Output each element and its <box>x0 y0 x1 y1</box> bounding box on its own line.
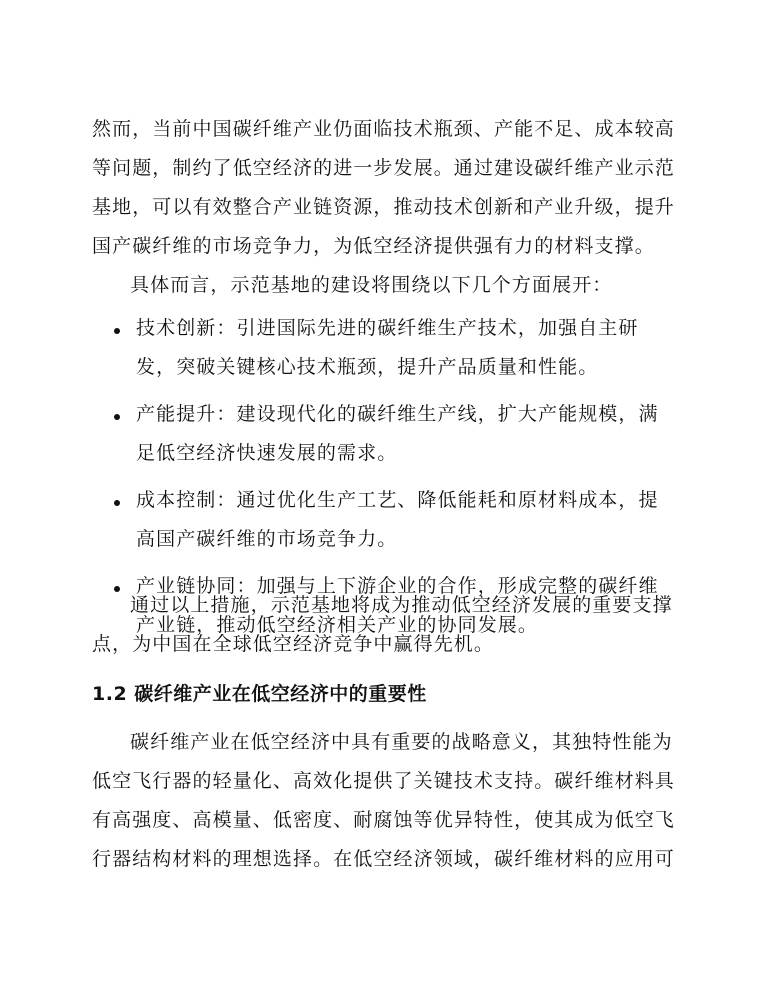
bullet-text: 技术创新：引进国际先进的碳纤维生产技术，加强自主研发，突破关键核心技术瓶颈，提升产品质量和性能。 <box>136 317 639 378</box>
bullet-dot-icon <box>114 414 120 420</box>
body-paragraph-3: 通过以上措施，示范基地将成为推动低空经济发展的重要支撑点，为中国在全球低空经济竞争中赢得先机。 <box>92 594 673 655</box>
section-heading: 1.2 碳纤维产业在低空经济中的重要性 <box>92 683 427 705</box>
bullet-item <box>92 481 676 559</box>
bullet-dot-icon <box>114 328 120 334</box>
bullet-text: 产业链协同：加强与上下游企业的合作，形成完整的碳纤维产业链，推动低空经济相关产业的协同发展。 <box>136 575 659 636</box>
bullet-item <box>92 395 676 473</box>
body-paragraph-4: 碳纤维产业在低空经济中具有重要的战略意义，其独特性能为低空飞行器的轻量化、高效化提供了关键技术支持。碳纤维材料具有高强度、高模量、低密度、耐腐蚀等优异特性，使其成为低空飞行器结构材料的理想选择。在低空经济领域，碳纤维材料的应用可 <box>92 731 675 870</box>
body-paragraph-1: 然而，当前中国碳纤维产业仍面临技术瓶颈、产能不足、成本较高等问题，制约了低空经济的进一步发展。通过建设碳纤维产业示范基地，可以有效整合产业链资源，推动技术创新和产业升级，提升国产碳纤维的市场竞争力，为低空经济提供强有力的材料支撑。 <box>92 118 675 257</box>
bullet-text: 成本控制：通过优化生产工艺、降低能耗和原材料成本，提高国产碳纤维的市场竞争力。 <box>136 489 659 550</box>
body-paragraph-2: 具体而言，示范基地的建设将围绕以下几个方面展开： <box>130 274 613 296</box>
bullet-text: 产能提升：建设现代化的碳纤维生产线，扩大产能规模，满足低空经济快速发展的需求。 <box>136 403 659 464</box>
bullet-dot-icon <box>114 500 120 506</box>
bullet-item <box>92 309 676 387</box>
